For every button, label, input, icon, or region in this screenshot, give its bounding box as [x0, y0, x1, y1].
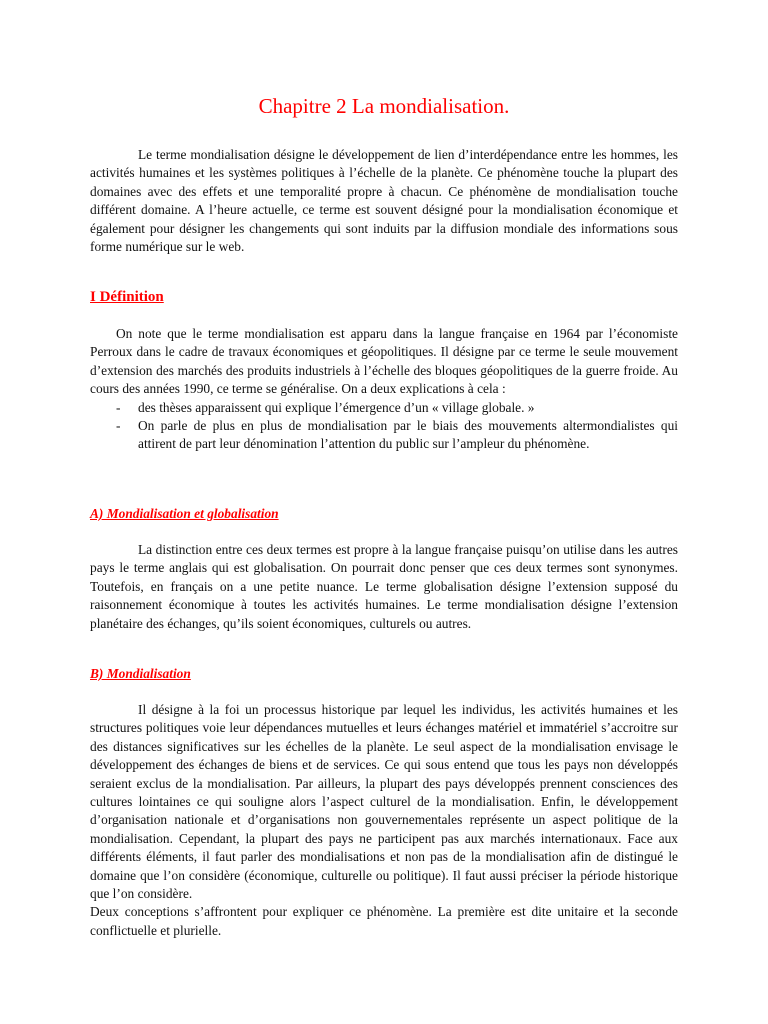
list-item-text: On parle de plus en plus de mondialisation par le biais des mouvements altermondialistes qui attirent de part leur dénomination l’attention du public sur l’ampleur du phénomène.: [138, 418, 678, 452]
section-b-conclusion: Deux conceptions s’affrontent pour expliquer ce phénomène. La première est dite unitaire et la seconde conflictuelle et plurielle.: [90, 904, 678, 938]
definition-bullet-list: [90, 399, 678, 454]
definition-paragraph: On note que le terme mondialisation est apparu dans la langue française en 1964 par l’économiste Perroux dans le cadre de travaux économiques et géopolitiques. Il désigne par ce terme le seule mouvement d’extension des marchés des produits industriels à l’échelle des bloques géopolitiques de la guerre froide. Au cours des années 1990, ce terme se généralise. On a deux explications à cela :: [90, 326, 678, 397]
list-item: [90, 399, 678, 417]
section-a-paragraph: La distinction entre ces deux termes est propre à la langue française puisqu’on utilise dans les autres pays le terme anglais qui est globalisation. On pourrait donc penser que ces deux termes sont synonymes. Toutefois, en français on a une petite nuance. Le terme globalisation désigne l’extension supposé du raisonnement économique à toutes les activités humaines. Le terme mondialisation désigne l’extension planétaire des échanges, qu’ils soient économiques, culturels ou autres.: [90, 542, 678, 631]
section-b-paragraph: Il désigne à la foi un processus historique par lequel les individus, les activités humaines et les structures politiques voie leur dépendances mutuelles et leurs échanges matériel et immatériel s’accroitre sur des distances significatives sur les échelles de la planète. Le seul aspect de la mondialisation envisage le développement des échanges de biens et de services. Ce qui sous entend que tous les pays non développés seraient exclus de la mondialisation. Par ailleurs, la plupart des pays développés prennent consciences des cultures lointaines ce qui souligne alors l’aspect culturel de la mondialisation. Enfin, le développement d’organisation nationale et d’organisations non gouvernementales représente un aspect politique de la mondialisation. Cependant, la plupart des pays ne participent pas aux marchés internationaux. Face aux différents éléments, il faut parler des mondialisations et non pas de la mondialisation afin de distingué le domaine que l’on considère (économique, culturelle ou politique). Il faut aussi préciser la période historique que l’on considère.: [90, 702, 678, 902]
section-b: [90, 701, 678, 940]
dash-bullet: -: [116, 399, 121, 415]
section-heading-b: B) Mondialisation: [90, 666, 191, 681]
list-item: [90, 417, 678, 454]
definition-section: [90, 325, 678, 454]
list-item-text: des thèses apparaissent qui explique l’émergence d’un « village globale. »: [138, 399, 535, 415]
section-heading-definition: I Définition: [90, 289, 164, 305]
dash-bullet: -: [116, 418, 121, 434]
page-title: Chapitre 2 La mondialisation.: [258, 94, 510, 118]
intro-paragraph: Le terme mondialisation désigne le développement de lien d’interdépendance entre les hommes, les activités humaines et les systèmes politiques à l’échelle de la planète. Ce phénomène touche la plupart des domaines avec des effets et une temporalité propre à chacun. Ce phénomène de mondialisation touche différent domaine. A l’heure actuelle, ce terme est souvent désigné pour la mondialisation économique et également pour désigner les changements qui sont induits par la diffusion mondiale des informations sous forme numérique sur le web.: [90, 147, 678, 255]
section-heading-a: A) Mondialisation et globalisation: [90, 506, 279, 521]
